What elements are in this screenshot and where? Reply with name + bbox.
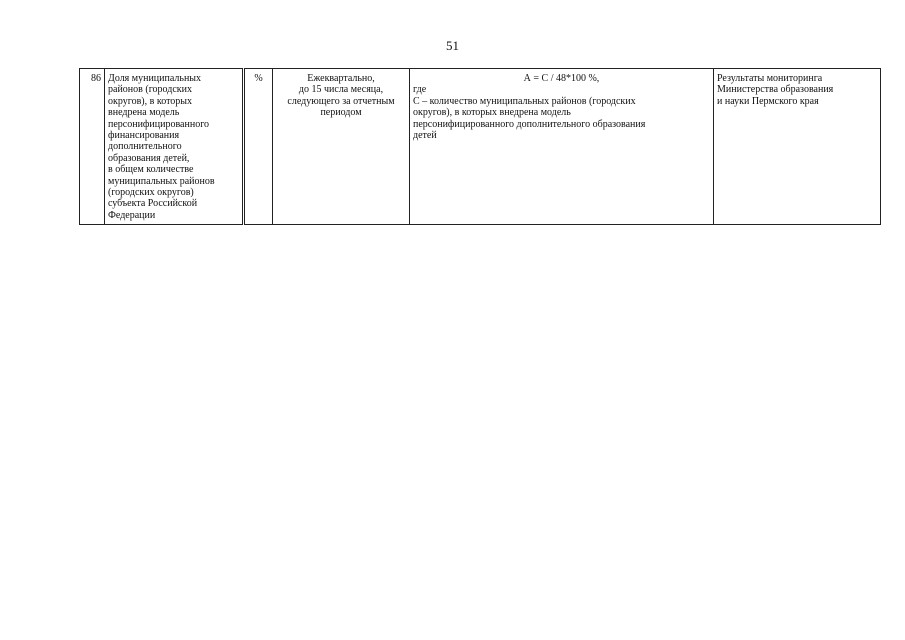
period-line: периодом bbox=[320, 107, 362, 119]
indicator-name-line: дополнительного bbox=[108, 141, 182, 153]
period-line: Ежеквартально, bbox=[307, 73, 375, 84]
formula-line: где bbox=[413, 84, 427, 96]
formula-cell bbox=[410, 69, 714, 225]
unit-cell: % bbox=[244, 69, 273, 225]
indicator-name-line: Доля муниципальных bbox=[108, 73, 202, 84]
source-line: и науки Пермского края bbox=[717, 95, 819, 107]
indicator-name-line: округов), в которых bbox=[108, 95, 193, 107]
indicator-name-line: образования детей, bbox=[108, 152, 190, 164]
indicator-name-line: в общем количестве bbox=[108, 164, 194, 176]
indicator-name-line: Федерации bbox=[108, 209, 156, 221]
indicator-name-line: районов (городских bbox=[108, 84, 192, 96]
indicator-table bbox=[79, 68, 881, 225]
indicator-name-line: финансирования bbox=[108, 130, 180, 142]
period-line: следующего за отчетным bbox=[287, 95, 395, 107]
source-line: Результаты мониторинга bbox=[717, 73, 823, 84]
formula: А = С / 48*100 %, bbox=[523, 73, 600, 84]
formula-line: С – количество муниципальных районов (городских bbox=[413, 95, 636, 107]
indicator-name-line: (городских округов) bbox=[108, 187, 194, 199]
row-number-cell: 86 bbox=[80, 69, 105, 225]
indicator-name-line: внедрена модель bbox=[108, 107, 180, 119]
source-cell bbox=[714, 69, 881, 225]
indicator-name-cell bbox=[105, 69, 244, 225]
page-number: 51 bbox=[446, 38, 459, 53]
formula-line: персонифицированного дополнительного образования bbox=[413, 118, 646, 130]
indicator-name-line: муниципальных районов bbox=[108, 175, 215, 187]
source-line: Министерства образования bbox=[717, 84, 834, 96]
period-line: до 15 числа месяца, bbox=[298, 84, 384, 96]
indicator-name-line: субъекта Российской bbox=[108, 198, 198, 210]
formula-line: детей bbox=[413, 130, 437, 142]
period-cell bbox=[273, 69, 410, 225]
indicator-name-line: персонифицированного bbox=[108, 118, 210, 130]
table-row bbox=[80, 69, 881, 225]
formula-line: округов), в которых внедрена модель bbox=[413, 107, 571, 119]
